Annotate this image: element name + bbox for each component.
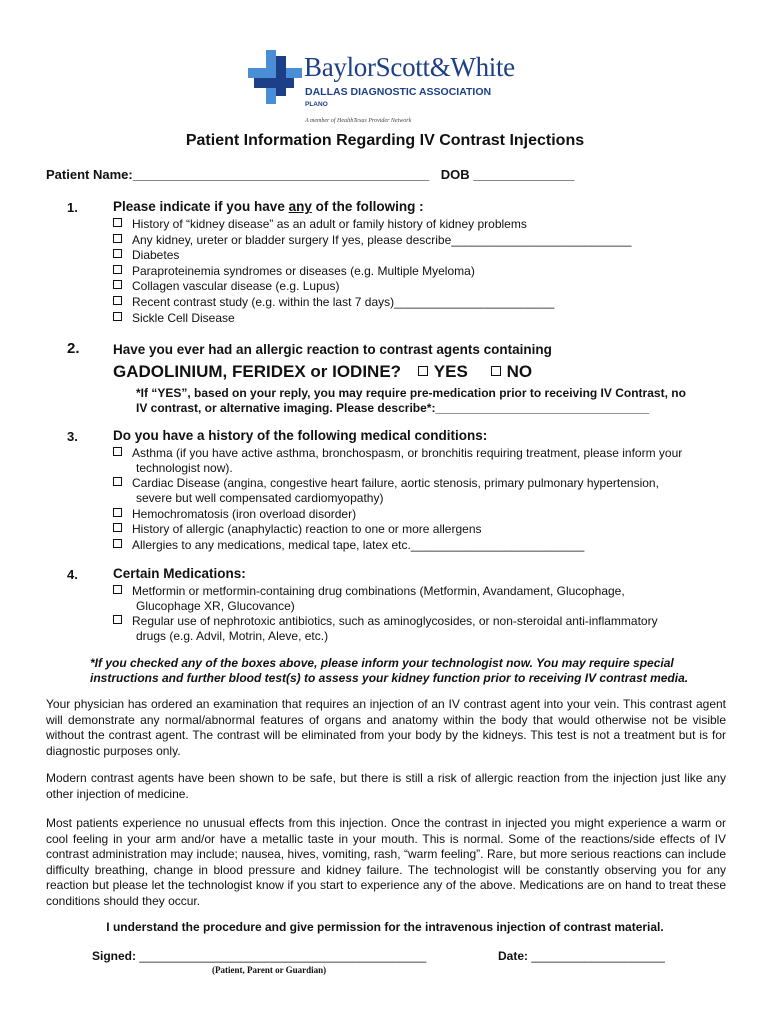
checkbox[interactable] [113, 447, 122, 456]
yes-label: YES [433, 362, 468, 381]
q2-note-line2[interactable]: IV contrast, or alternative imaging. Please describe*:________________________________ [136, 401, 650, 415]
checkbox[interactable] [113, 296, 122, 305]
checkbox[interactable] [113, 312, 122, 321]
brand-name: BaylorScott&White [304, 52, 515, 82]
no-label: NO [506, 362, 533, 381]
q4-item: Metformin or metformin-containing drug combinations (Metformin, Avandament, Glucophage, [113, 584, 625, 598]
date-label: Date: [498, 949, 529, 963]
q2-agents-line [113, 362, 532, 382]
q1-item: Sickle Cell Disease [113, 311, 235, 325]
checkbox[interactable] [113, 234, 122, 243]
q4-item-cont: drugs (e.g. Advil, Motrin, Aleve, etc.) [136, 629, 329, 643]
q3-item: History of allergic (anaphylactic) reaction to one or more allergens [113, 522, 482, 536]
checkbox[interactable] [113, 477, 122, 486]
checkbox[interactable] [113, 265, 122, 274]
patient-name-line [46, 167, 575, 182]
consent-statement: I understand the procedure and give permission for the intravenous injection of contrast material. [106, 920, 664, 934]
signed-label: Signed: [92, 949, 136, 963]
checkbox[interactable] [113, 539, 122, 548]
date-field[interactable]: ____________________ [531, 949, 665, 963]
q3-item-cont: severe but well compensated cardiomyopathy) [136, 491, 384, 505]
q1-number: 1. [67, 200, 78, 215]
cross-logo-icon [248, 50, 302, 104]
signature-line [92, 949, 426, 963]
q3-item: Cardiac Disease (angina, congestive heart failure, aortic stenosis, primary pulmonary hypertension, [113, 476, 659, 490]
q4-heading: Certain Medications: [113, 566, 246, 581]
date-line [498, 949, 665, 963]
q4-item-cont: Glucophage XR, Glucovance) [136, 599, 295, 613]
checkbox[interactable] [113, 218, 122, 227]
patient-name-field[interactable]: _________________________________________ [132, 167, 430, 182]
paragraph-examination: Your physician has ordered an examination that requires an injection of an IV contrast agent into your vein. This contrast agent will demonstrate any normal/abnormal features of organs and anatomy within the body that would otherwise not be visible without the contrast agent. The contrast will be eliminated from your body by the kidneys. This test is not a treatment but is for diagnostic purposes only. [46, 697, 726, 758]
member-note: A member of HealthTexas Provider Network [305, 118, 412, 124]
checkbox[interactable] [113, 508, 122, 517]
checkbox[interactable] [113, 280, 122, 289]
patient-name-label: Patient Name: [46, 167, 133, 182]
q3-number: 3. [67, 429, 78, 444]
q2-number: 2. [67, 340, 80, 357]
checkbox[interactable] [113, 523, 122, 532]
checkbox[interactable] [113, 615, 122, 624]
brand-location: PLANO [305, 101, 328, 108]
logo [248, 50, 538, 130]
checkbox[interactable] [113, 585, 122, 594]
brand-subtitle: DALLAS DIAGNOSTIC ASSOCIATION [305, 86, 492, 98]
q2-note-line1: *If “YES”, based on your reply, you may require pre-medication prior to receiving IV Contrast, no [136, 386, 686, 400]
yes-checkbox[interactable] [418, 366, 428, 376]
paragraph-safety: Modern contrast agents have been shown to be safe, but there is still a risk of allergic reaction from the injection just like any other injection of medicine. [46, 771, 726, 801]
q2-agents: GADOLINIUM, FERIDEX or IODINE? [113, 362, 402, 381]
q3-item: Allergies to any medications, medical tape, latex etc.__________________________ [113, 538, 584, 552]
q2-heading: Have you ever had an allergic reaction to contrast agents containing [113, 342, 552, 357]
checkbox[interactable] [113, 249, 122, 258]
paragraph-effects: Most patients experience no unusual effects from this injection. Once the contrast in injected you might experience a warm or cool feeling in your arm and/or have a metallic taste in your mouth. This is normal. Some of the reactions/side effects of IV contrast administration may include; nausea, hives, vomiting, rash, “warm feeling”. Rare, but more serious reactions can include difficulty breathing, change in blood pressure and kidney failure. The technologist will be constantly observing you for any reaction but please let the technologist know if you start to experience any of the above. Medications are on hand to treat these conditions should they occur. [46, 816, 726, 908]
no-checkbox[interactable] [491, 366, 501, 376]
dob-field[interactable]: ______________ [473, 167, 575, 182]
q1-item: Diabetes [113, 248, 179, 262]
dob-label: DOB [440, 167, 470, 182]
q1-item: Recent contrast study (e.g. within the last 7 days)________________________ [113, 295, 554, 309]
q1-item: Collagen vascular disease (e.g. Lupus) [113, 279, 339, 293]
q3-heading: Do you have a history of the following medical conditions: [113, 428, 488, 443]
notice-line1: *If you checked any of the boxes above, please inform your technologist now. You may require special [90, 656, 674, 670]
q4-item: Regular use of nephrotoxic antibiotics, such as aminoglycosides, or non-steroidal anti-inflammatory [113, 614, 658, 628]
signature-caption: (Patient, Parent or Guardian) [212, 965, 327, 975]
q1-item: History of “kidney disease” as an adult or family history of kidney problems [113, 217, 527, 231]
signature-field[interactable]: ___________________________________________ [139, 949, 427, 963]
notice-line2: instructions and further blood test(s) to assess your kidney function prior to receiving IV contrast media. [90, 671, 689, 685]
q1-item: Any kidney, ureter or bladder surgery If yes, please describe___________________________ [113, 233, 631, 247]
q3-item: Hemochromatosis (iron overload disorder) [113, 507, 356, 521]
q3-item-cont: technologist now). [136, 461, 233, 475]
q4-number: 4. [67, 567, 78, 582]
q1-item: Paraproteinemia syndromes or diseases (e.g. Multiple Myeloma) [113, 264, 475, 278]
q3-item: Asthma (if you have active asthma, bronchospasm, or bronchitis requiring treatment, please inform your [113, 446, 682, 460]
q1-heading: Please indicate if you have any of the following : [113, 199, 424, 214]
page-title: Patient Information Regarding IV Contrast Injections [185, 132, 585, 149]
